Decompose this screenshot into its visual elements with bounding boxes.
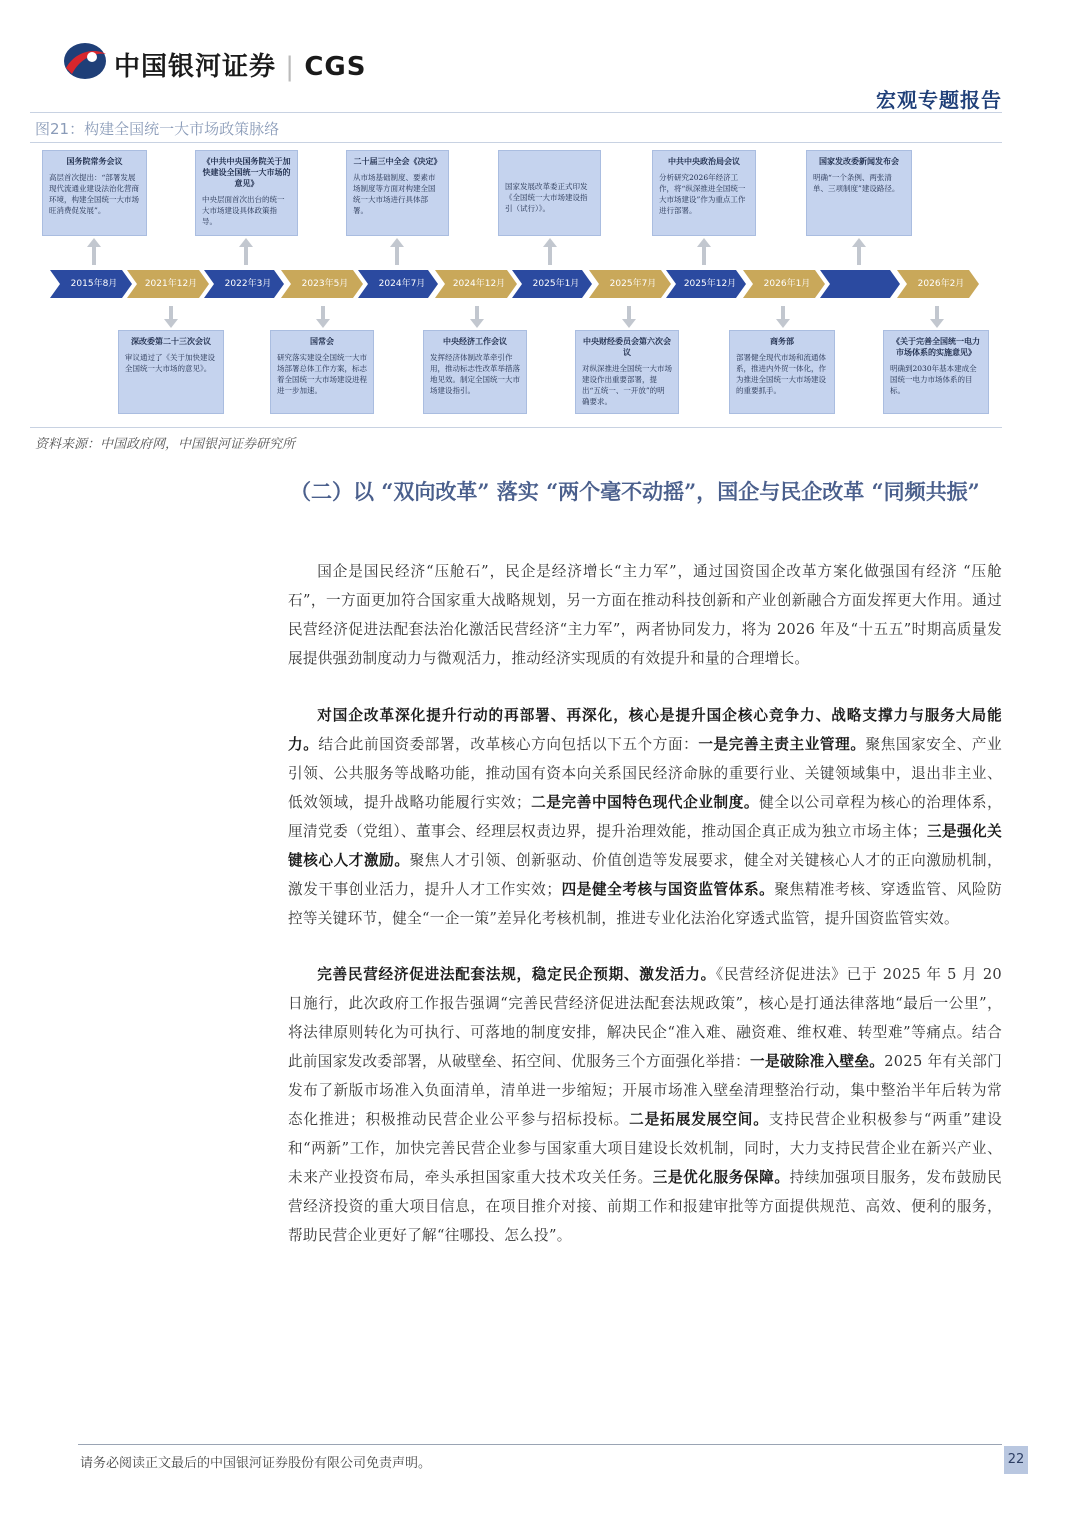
timeline-date: 2025年1月 (532, 279, 580, 289)
report-type: 宏观专题报告 (876, 88, 1002, 112)
brand-name: 中国银河证券 | CGS (114, 52, 367, 82)
figure-source: 资料来源：中国政府网，中国银河证券研究所 (35, 437, 296, 452)
down-arrow-icon (164, 319, 178, 328)
bottom-card: 《关于完善全国统一电力市场体系的实施意见》 明确到2030年基本建成全国统一电力市场体系的目标。 (883, 330, 989, 414)
down-arrow-icon (776, 319, 790, 328)
bottom-card: 中央经济工作会议 发挥经济体制改革牵引作用，推动标志性改革举措落地见效。制定全国统一大市场建设指引。 (423, 330, 527, 414)
top-card: 二十届三中全会《决定》 从市场基础制度、要素市场制度等方面对构建全国统一大市场进行具体部署。 (346, 150, 449, 236)
timeline-date: 2024年7月 (378, 279, 426, 289)
timeline-date: 2024年12月 (452, 279, 506, 289)
up-arrow-icon (697, 238, 711, 247)
timeline-date: 2026年1月 (763, 279, 811, 289)
top-card: 国家发改委新闻发布会 明确“一个条例、两张清单、三项制度”建设路径。 (806, 150, 912, 236)
timeline-date: 2023年5月 (301, 279, 349, 289)
policy-timeline-figure (30, 142, 1002, 427)
top-card: 国务院常务会议 高层首次提出：“部署发展现代流通业建设法治化营商环境，构建全国统一大市场旺消费促发展”。 (42, 150, 147, 236)
timeline-date: 2021年12月 (144, 279, 198, 289)
top-card: 《中共中央国务院关于加快建设全国统一大市场的意见》 中央层面首次出台的统一大市场建设具体政策指导。 (195, 150, 298, 236)
timeline-date: 2026年2月 (917, 279, 965, 289)
figure-title: 图21：构建全国统一大市场政策脉络 (35, 120, 280, 138)
timeline-date: 2015年8月 (70, 279, 118, 289)
down-arrow-icon (316, 319, 330, 328)
up-arrow-icon (239, 238, 253, 247)
timeline-date: 2025年7月 (609, 279, 657, 289)
disclaimer-notice: 请务必阅读正文最后的中国银河证券股份有限公司免责声明。 (80, 1456, 432, 1471)
paragraph-2: 对国企改革深化提升行动的再部署、再深化，核心是提升国企核心竞争力、战略支撑力与服务大局能力。结合此前国资委部署，改革核心方向包括以下五个方面：一是完善主责主业管理。聚焦国家安全、产业引领、公共服务等战略功能，推动国有资本向关系国民经济命脉的重要行业、关键领域集中，退出非主业、低效领域，提升战略功能履行实效；二是完善中国特色现代企业制度。健全以公司章程为核心的治理体系，厘清党委（党组）、董事会、经理层权责边界，提升治理效能，推动国企真正成为独立市场主体；三是强化关键核心人才激励。聚焦人才引领、创新驱动、价值创造等发展要求，健全对关键核心人才的正向激励机制，激发干事创业活力，提升人才工作实效；四是健全考核与国资监管体系。聚焦精准考核、穿透监管、风险防控等关键环节，健全“一企一策”差异化考核机制，推进专业化法治化穿透式监管，提升国资监管实效。 (288, 707, 1003, 927)
paragraph-1: 国企是国民经济“压舱石”，民企是经济增长“主力军”，通过国资国企改革方案化做强国有经济 “压舱石”，一方面更加符合国家重大战略规划，另一方面在推动科技创新和产业创新融合方面发挥更大作用。通过民营经济促进法配套法治化激活民营经济“主力军”，两者协同发力，将为 2026 年及“十五五”时期高质量发展提供强劲制度动力与微观活力，推动经济实现质的有效提升和量的合理增长。 (288, 563, 1002, 667)
down-arrow-icon (622, 319, 636, 328)
bottom-card: 国常会 研究落实建设全国统一大市场部署总体工作方案，标志着全国统一大市场建设进程进一步加速。 (270, 330, 374, 414)
down-arrow-icon (930, 319, 944, 328)
down-arrow-icon (470, 319, 484, 328)
bottom-card: 深改委第二十三次会议 审议通过了《关于加快建设全国统一大市场的意见》。 (118, 330, 224, 414)
top-card: 中共中央政治局会议 分析研究2026年经济工作，将“纵深推进全国统一大市场建设”作为重点工作进行部署。 (652, 150, 756, 236)
up-arrow-icon (852, 238, 866, 247)
galaxy-logo-icon (62, 40, 108, 82)
brand-logo (62, 40, 367, 84)
up-arrow-icon (543, 238, 557, 247)
figure-bottom-rule (30, 427, 1002, 428)
up-arrow-icon (390, 238, 404, 247)
bottom-card: 中央财经委员会第六次会议 对纵深推进全国统一大市场建设作出重要部署，提出“五统一、一开放”的明确要求。 (575, 330, 679, 414)
top-card: 国家发展改革委正式印发《全国统一大市场建设指引（试行）》。 (498, 150, 601, 236)
timeline-date: 2025年12月 (683, 279, 737, 289)
header-divider (30, 112, 1002, 113)
paragraph-3: 完善民营经济促进法配套法规，稳定民企预期、激发活力。《民营经济促进法》已于 2025 年 5 月 20 日施行，此次政府工作报告强调“完善民营经济促进法配套法规政策”，核心是打通法律落地“最后一公里”，将法律原则转化为可执行、可落地的制度安排，解决民企“准入难、融资难、维权难、转型难”等痛点。结合此前国家发改委部署，从破壁垒、拓空间、优服务三个方面强化举措：一是破除准入壁垒。2025 年有关部门发布了新版市场准入负面清单，清单进一步缩短；开展市场准入壁垒清理整治行动，集中整治半年后转为常态化推进；积极推动民营企业公平参与招标投标。二是拓展发展空间。支持民营企业积极参与“两重”建设和“两新”工作，加快完善民营企业参与国家重大项目建设长效机制，同时，大力支持民营企业在新兴产业、未来产业投资布局，牵头承担国家重大技术攻关任务。三是优化服务保障。持续加强项目服务，发布鼓励民营经济投资的重大项目信息，在项目推介对接、前期工作和报建审批等方面提供规范、高效、便利的服务，帮助民营企业更好了解“往哪投、怎么投”。 (288, 966, 1003, 1244)
page-number: 22 (1004, 1446, 1028, 1474)
up-arrow-icon (87, 238, 101, 247)
footer-divider (78, 1444, 1002, 1445)
section-heading: （二）以 “双向改革” 落实 “两个毫不动摇”，国企与民企改革 “同频共振” (290, 479, 980, 504)
timeline-date: 2022年3月 (224, 279, 272, 289)
bottom-card: 商务部 部署健全现代市场和流通体系，推进内外贸一体化，作为推进全国统一大市场建设的重要抓手。 (729, 330, 835, 414)
